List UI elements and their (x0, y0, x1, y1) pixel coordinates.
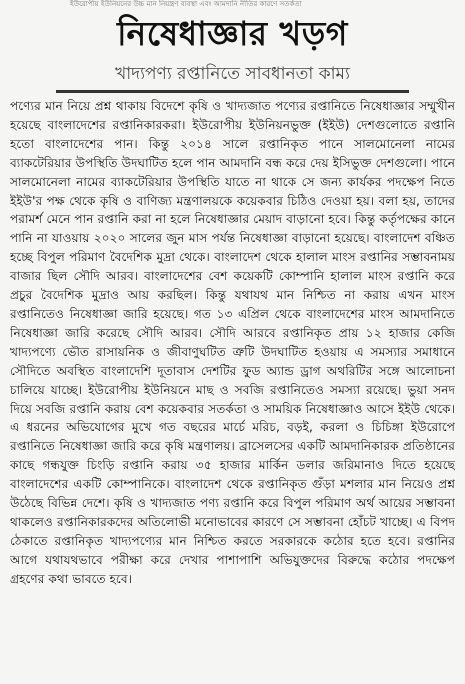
article-body (10, 97, 455, 667)
divider-rule (56, 90, 409, 93)
headline: নিষেধাজ্ঞার খড়গ (117, 14, 348, 53)
body-paragraph: পণ্যের মান নিয়ে প্রশ্ন থাকায় বিদেশে কৃষি ও খাদ্যজাত পণ্যের রপ্তানিতে নিষেধাজ্ঞার সম্মুখীন হয়েছে বাংলাদেশের রপ্তানিকারকরা। ইউরোপীয় ইউনিয়নভুক্ত (ইইউ) দেশগুলোতে রপ্তানি হতো বাংলাদেশের পান। কিন্তু ২০১৪ সালে রপ্তানিকৃত পানে সালমোনেলা নামের ব্যাকটেরিয়ার উপস্থিতি উদঘাটিত হলে পান আমদানি বন্ধ করে দেয় ইসিভুক্ত দেশগুলো। পানে সালমোনেলা নামের ব্যাকটেরিয়ার উপস্থিতি যাতে না থাকে সে জন্য কার্যকর পদক্ষেপ নিতে ইইউ'র পক্ষ থেকে কৃষি ও বাণিজ্য মন্ত্রণালয়কে কয়েকবার চিঠিও দেওয়া হয়। বলা হয়, তাদের পরামর্শ মেনে পান রপ্তানি করা না হলে নিষেধাজ্ঞার মেয়াদ বাড়ানো হবে। কিন্তু কর্তৃপক্ষের কানে পানি না যাওয়ায় ২০২০ সালের জুন মাস পর্যন্ত নিষেধাজ্ঞা বাড়ানো হয়েছে। বাংলাদেশ বঞ্চিত হচ্ছে বিপুল পরিমাণ বৈদেশিক মুদ্রা থেকে। বাংলাদেশ থেকে হালাল মাংস রপ্তানির সম্ভাবনাময় বাজার ছিল সৌদি আরব। বাংলাদেশের বেশ কয়েকটি কোম্পানি হালাল মাংস রপ্তানি করে প্রচুর বৈদেশিক মুদ্রাও আয় করছিল। কিন্তু যথাযথ মান নিশ্চিত না করায় এখন মাংস রপ্তানিতেও নিষেধাজ্ঞা জারি হয়েছে। গত ১৩ এপ্রিল থেকে বাংলাদেশের মাংস আমদানিতে নিষেধাজ্ঞা জারি করেছে সৌদি আরব। সৌদি আরবে রপ্তানিকৃত প্রায় ১২ হাজার কেজি খাদ্যপণ্যে ভৌত রাসায়নিক ও জীবাণুঘটিত ত্রুটি উদঘাটিত হওয়ায় এ সমস্যার সমাধানে সৌদিতে অবস্থিত বাংলাদেশি দূতাবাস দেশটির ফুড অ্যান্ড ড্রাগ অথরিটির সঙ্গে আলোচনা চালিয়ে যাচ্ছে। ইউরোপীয় ইউনিয়নে মাছ ও সবজি রপ্তানিতেও সমস্যা রয়েছে। ভুয়া সনদ দিয়ে সবজি রপ্তানি করায় বেশ কয়েকবার সতর্কতা ও সাময়িক নিষেধাজ্ঞাও আসে ইইউ থেকে। এ ধরনের অভিযোগের মুখে গত বছরের মার্চে মরিচ, বড়ই, করলা ও চিচিঙ্গা ইউরোপে রপ্তানিতে নিষেধাজ্ঞা জারি করে কৃষি মন্ত্রণালয়। ব্রাসেলসের একটি আমদানিকারক প্রতিষ্ঠানের কাছে গন্ধযুক্ত চিংড়ি রপ্তানি করায় ৩৫ হাজার মার্কিন ডলার জরিমানাও দিতে হয়েছে বাংলাদেশের একটি কোম্পানিকে। বাংলাদেশ থেকে রপ্তানিকৃত গুঁড়া মশলার মান নিয়েও প্রশ্ন উঠেছে বিভিন্ন দেশে। কৃষি ও খাদ্যজাত পণ্য রপ্তানি করে বিপুল পরিমাণ অর্থ আয়ের সম্ভাবনা থাকলেও রপ্তানিকারকদের অতিলোভী মনোভাবের কারণে সে সম্ভাবনা হোঁচট খাচ্ছে। এ বিপদ ঠেকাতে রপ্তানিকৃত খাদ্যপণ্যের মান নিশ্চিত করতে সরকারকে কঠোর হতে হবে। রপ্তানির আগে যথাযথভাবে পরীক্ষা করে দেখার পাশাপাশি অভিযুক্তদের বিরুদ্ধে কঠোর পদক্ষেপ গ্রহণের কথা ভাবতে হবে। (10, 99, 455, 586)
top-strip-text: ইউরোপীয় ইউনিয়নের উচ্চ মান নিয়ন্ত্রণ ব্যবস্থা এবং আমদানি নীতির কারণে সতর্কতা (70, 0, 302, 8)
subheadline: খাদ্যপণ্য রপ্তানিতে সাবধানতা কাম্য (115, 64, 350, 84)
